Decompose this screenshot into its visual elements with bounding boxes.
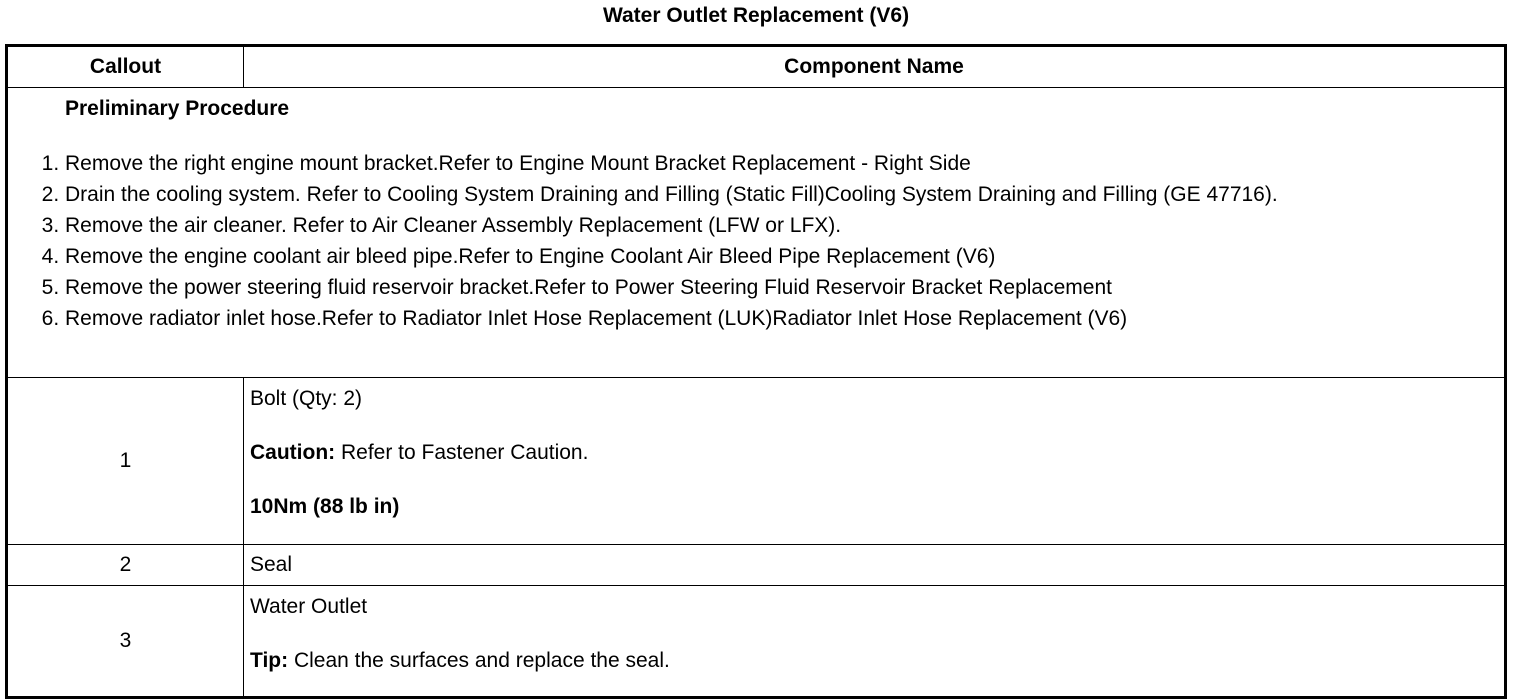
table-row [7, 378, 1506, 545]
caution-text: Refer to Fastener Caution. [335, 441, 589, 464]
preliminary-procedure-cell [7, 88, 1506, 378]
tip-text: Clean the surfaces and replace the seal. [288, 649, 670, 672]
torque-spec: 10Nm (88 lb in) [250, 495, 400, 518]
caution-note [250, 440, 1498, 466]
table-row [7, 586, 1506, 698]
preliminary-step: 4. Remove the engine coolant air bleed pipe.Refer to Engine Coolant Air Bleed Pipe Replacement (V6) [65, 241, 1504, 272]
preliminary-steps-list [8, 148, 1504, 334]
caution-label: Caution: [250, 441, 336, 464]
table-row [7, 545, 1506, 586]
callout-column-header: Callout [7, 46, 244, 88]
component-name: Water Outlet [250, 595, 368, 618]
preliminary-step: 6. Remove radiator inlet hose.Refer to Radiator Inlet Hose Replacement (LUK)Radiator Inlet Hose Replacement (V6) [65, 303, 1504, 334]
component-name: Bolt (Qty: 2) [250, 387, 363, 410]
component-cell [244, 545, 1506, 586]
procedure-table [5, 44, 1507, 699]
component-name: Seal [250, 553, 293, 576]
preliminary-step: 2. Drain the cooling system. Refer to Cooling System Draining and Filling (Static Fill)Cooling System Draining and Filling (GE 47716). [65, 179, 1504, 210]
component-cell [244, 586, 1506, 698]
component-name-column-header: Component Name [244, 46, 1506, 88]
callout-number: 2 [7, 545, 244, 586]
preliminary-step: 1. Remove the right engine mount bracket.Refer to Engine Mount Bracket Replacement - Right Side [65, 148, 1504, 179]
preliminary-step: 5. Remove the power steering fluid reservoir bracket.Refer to Power Steering Fluid Reservoir Bracket Replacement [65, 272, 1504, 303]
page-title: Water Outlet Replacement (V6) [602, 4, 910, 27]
tip-note [250, 648, 1498, 674]
callout-number: 3 [7, 586, 244, 698]
component-cell [244, 378, 1506, 545]
table-header-row [7, 46, 1506, 88]
preliminary-step: 3. Remove the air cleaner. Refer to Air Cleaner Assembly Replacement (LFW or LFX). [65, 210, 1504, 241]
callout-number: 1 [7, 378, 244, 545]
preliminary-procedure-heading: Preliminary Procedure [65, 97, 290, 120]
tip-label: Tip: [250, 649, 289, 672]
preliminary-procedure-row [7, 88, 1506, 378]
